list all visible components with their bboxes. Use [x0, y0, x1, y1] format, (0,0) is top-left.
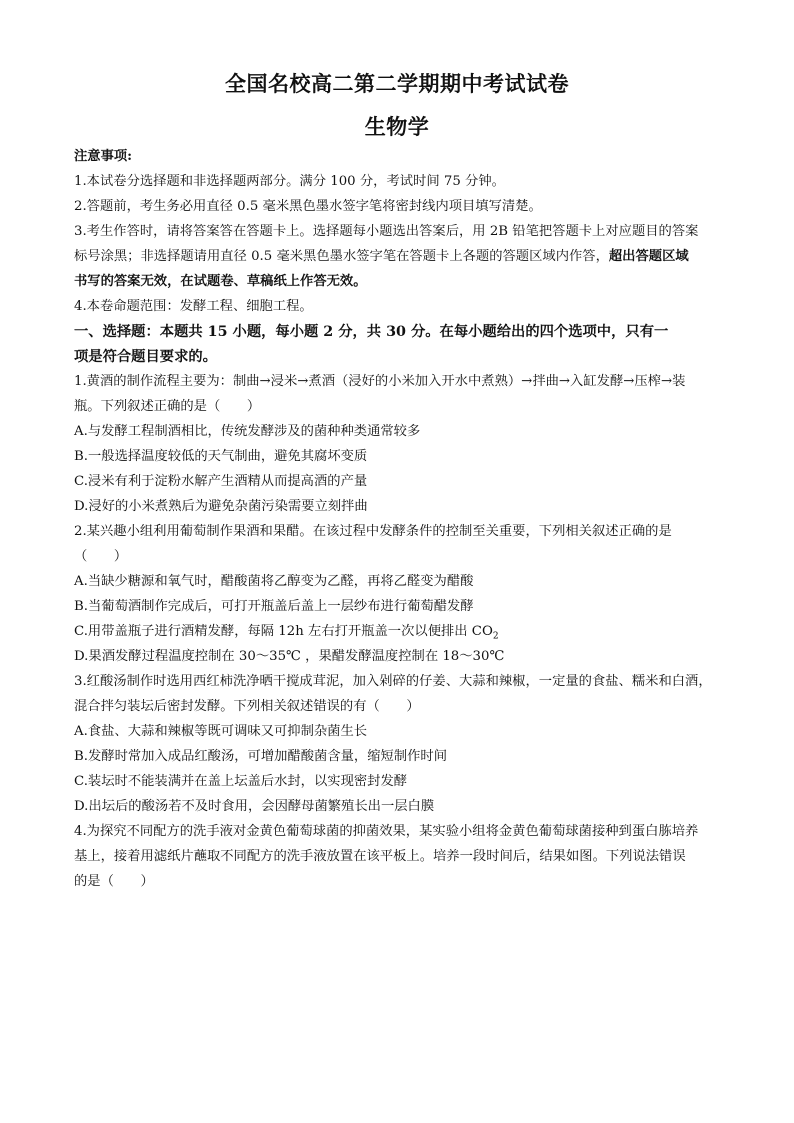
question-1-stem-line-1: 1.黄酒的制作流程主要为：制曲→浸米→煮酒（浸好的小米加入开水中煮熟）→拌曲→入缸发酵→压榨→装: [74, 374, 686, 389]
question-2-option-d: D.果酒发酵过程温度控制在 30～35℃ ，果醋发酵温度控制在 18～30℃: [74, 649, 505, 664]
exam-title: 全国名校高二第二学期期中考试试卷: [225, 71, 569, 96]
question-3-stem-line-2: 混合拌匀装坛后密封发酵。下列相关叙述错误的有（ ）: [74, 699, 420, 714]
question-1-option-b: B.一般选择温度较低的天气制曲，避免其腐坏变质: [74, 449, 368, 464]
question-1-option-a: A.与发酵工程制酒相比，传统发酵涉及的菌种种类通常较多: [74, 424, 421, 439]
question-3-option-a: A.食盐、大蒜和辣椒等既可调味又可抑制杂菌生长: [74, 724, 368, 739]
notice-item-3-line-2: [74, 249, 724, 265]
question-3-option-c: C.装坛时不能装满并在盖上坛盖后水封，以实现密封发酵: [74, 774, 408, 789]
question-2-option-a: A.当缺少糖源和氧气时，醋酸菌将乙醇变为乙醛，再将乙醛变为醋酸: [74, 574, 474, 589]
question-2-stem-line-2: （ ）: [74, 549, 128, 564]
subject-title: 生物学: [364, 114, 430, 139]
notice-item-3-normal: 标号涂黑；非选择题请用直径 0.5 毫米黑色墨水签字笔在答题卡上各题的答题区域内作答，: [74, 249, 609, 264]
question-3-option-d: D.出坛后的酸汤若不及时食用，会因酵母菌繁殖长出一层白膜: [74, 799, 435, 814]
notice-item-3-line-1: 3.考生作答时，请将答案答在答题卡上。选择题每小题选出答案后，用 2B 铅笔把答题卡上对应题目的答案: [74, 224, 699, 239]
question-4-stem-line-2: 基上，接着用滤纸片蘸取不同配方的洗手液放置在该平板上。培养一段时间后，结果如图。下列说法错误: [74, 849, 686, 864]
question-1-option-d: D.浸好的小米煮熟后为避免杂菌污染需要立刻拌曲: [74, 499, 368, 514]
question-1-option-c: C.浸米有利于淀粉水解产生酒精从而提高酒的产量: [74, 474, 368, 489]
notice-heading: 注意事项:: [74, 149, 133, 164]
notice-item-3-line-3: 书写的答案无效，在试题卷、草稿纸上作答无效。: [74, 274, 367, 289]
section-heading-line-1: 一、选择题：本题共 15 小题，每小题 2 分，共 30 分。在每小题给出的四个选项中，只有一: [74, 324, 669, 340]
notice-item-1: 1.本试卷分选择题和非选择题两部分。满分 100 分，考试时间 75 分钟。: [74, 174, 505, 189]
co2-subscript: 2: [492, 631, 499, 642]
question-2-option-b: B.当葡萄酒制作完成后，可打开瓶盖后盖上一层纱布进行葡萄醋发酵: [74, 599, 474, 614]
question-3-stem-line-1: 3.红酸汤制作时选用西红柿洗净晒干搅成茸泥，加入剁碎的仔姜、大蒜和辣椒，一定量的食盐、糯米和白酒，: [74, 674, 712, 689]
question-4-stem-line-1: 4.为探究不同配方的洗手液对金黄色葡萄球菌的抑菌效果，某实验小组将金黄色葡萄球菌接种到蛋白胨培养: [74, 824, 699, 839]
notice-item-4: 4.本卷命题范围：发酵工程、细胞工程。: [74, 299, 313, 314]
question-3-option-b: B.发酵时常加入成品红酸汤，可增加醋酸菌含量，缩短制作时间: [74, 749, 448, 764]
question-1-stem-line-2: 瓶。下列叙述正确的是（ ）: [74, 399, 261, 414]
question-2-option-c: [74, 624, 724, 645]
section-heading-line-2: 项是符合题目要求的。: [74, 349, 217, 365]
question-2-option-c-text: C.用带盖瓶子进行酒精发酵，每隔 12h 左右打开瓶盖一次以便排出 CO: [74, 624, 493, 639]
question-2-stem-line-1: 2.某兴趣小组利用葡萄制作果酒和果醋。在该过程中发酵条件的控制至关重要，下列相关叙述正确的是: [74, 524, 672, 539]
notice-item-3-bold: 超出答题区域: [608, 249, 689, 264]
question-4-stem-line-3: 的是（ ）: [74, 874, 154, 889]
notice-item-2: 2.答题前，考生务必用直径 0.5 毫米黑色墨水签字笔将密封线内项目填写清楚。: [74, 199, 542, 214]
